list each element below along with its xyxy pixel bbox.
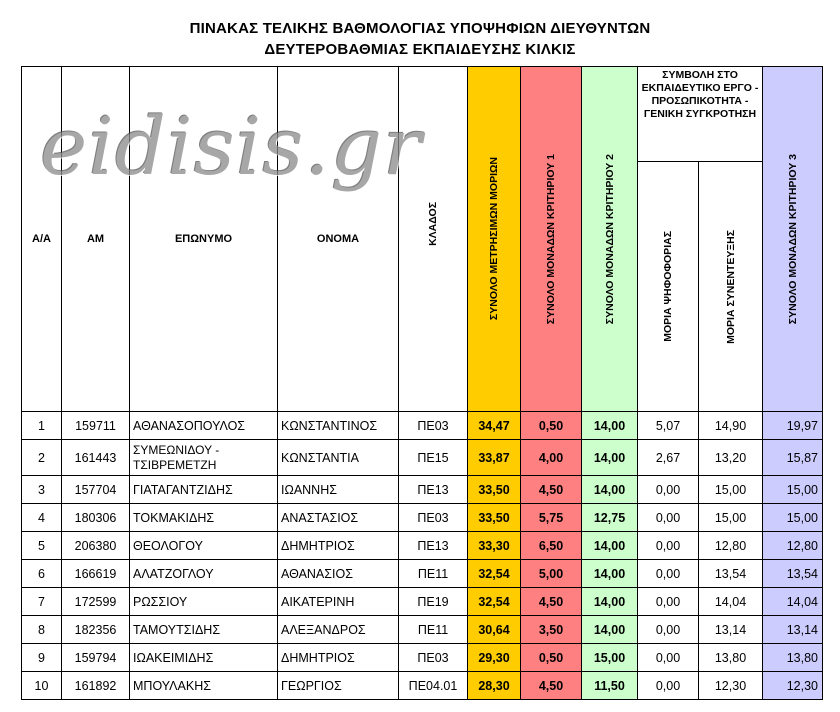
header-group: ΣΥΜΒΟΛΗ ΣΤΟ ΕΚΠΑΙΔΕΥΤΙΚΟ ΕΡΓΟ - ΠΡΟΣΩΠΙΚΟΤΗΤΑ - ΓΕΝΙΚΗ ΣΥΓΚΡΟΤΗΣΗ bbox=[638, 67, 763, 162]
header-total-points bbox=[468, 67, 521, 412]
table-row bbox=[22, 412, 823, 440]
cell-c1: 4,50 bbox=[521, 588, 582, 616]
cell-c1: 0,50 bbox=[521, 644, 582, 672]
cell-c2: 11,50 bbox=[582, 672, 638, 700]
cell-am: 172599 bbox=[62, 588, 130, 616]
cell-c3: 15,87 bbox=[763, 440, 823, 476]
cell-am: 206380 bbox=[62, 532, 130, 560]
cell-total: 33,50 bbox=[468, 504, 521, 532]
cell-name: ΚΩΝΣΤΑΝΤΙΑ bbox=[278, 440, 399, 476]
cell-name: ΚΩΝΣΤΑΝΤΙΝΟΣ bbox=[278, 412, 399, 440]
header-crit3 bbox=[763, 67, 823, 412]
cell-c2: 14,00 bbox=[582, 616, 638, 644]
cell-branch: ΠΕ04.01 bbox=[399, 672, 468, 700]
cell-name: ΔΗΜΗΤΡΙΟΣ bbox=[278, 644, 399, 672]
cell-branch: ΠΕ19 bbox=[399, 588, 468, 616]
cell-am: 159794 bbox=[62, 644, 130, 672]
cell-interview: 12,30 bbox=[699, 672, 763, 700]
cell-c3: 15,00 bbox=[763, 504, 823, 532]
header-crit2 bbox=[582, 67, 638, 412]
header-interview bbox=[699, 162, 763, 412]
cell-c3: 19,97 bbox=[763, 412, 823, 440]
cell-am: 159711 bbox=[62, 412, 130, 440]
cell-c1: 0,50 bbox=[521, 412, 582, 440]
cell-c3: 14,04 bbox=[763, 588, 823, 616]
page-subtitle: ΔΕΥΤΕΡΟΒΑΘΜΙΑΣ ΕΚΠΑΙΔΕΥΣΗΣ ΚΙΛΚΙΣ bbox=[264, 41, 576, 58]
cell-vote: 0,00 bbox=[638, 504, 699, 532]
cell-c1: 4,50 bbox=[521, 476, 582, 504]
cell-vote: 2,67 bbox=[638, 440, 699, 476]
cell-c2: 14,00 bbox=[582, 412, 638, 440]
cell-surname: ΘΕΟΛΟΓΟΥ bbox=[130, 532, 278, 560]
cell-total: 33,30 bbox=[468, 532, 521, 560]
header-interview-label: ΜΟΡΙΑ ΣΥΝΕΝΤΕΥΞΗΣ bbox=[724, 229, 737, 344]
cell-c1: 4,50 bbox=[521, 672, 582, 700]
cell-c2: 14,00 bbox=[582, 476, 638, 504]
cell-am: 161892 bbox=[62, 672, 130, 700]
cell-c2: 14,00 bbox=[582, 588, 638, 616]
cell-total: 33,50 bbox=[468, 476, 521, 504]
cell-aa: 6 bbox=[22, 560, 62, 588]
cell-total: 34,47 bbox=[468, 412, 521, 440]
cell-c3: 12,80 bbox=[763, 532, 823, 560]
cell-c2: 15,00 bbox=[582, 644, 638, 672]
header-am: ΑΜ bbox=[62, 67, 130, 412]
cell-total: 33,87 bbox=[468, 440, 521, 476]
cell-surname: ΣΥΜΕΩΝΙΔΟΥ - ΤΣΙΒΡΕΜΕΤΖΗ bbox=[130, 440, 278, 476]
cell-branch: ΠΕ15 bbox=[399, 440, 468, 476]
table-row bbox=[22, 440, 823, 476]
cell-interview: 15,00 bbox=[699, 476, 763, 504]
cell-c2: 14,00 bbox=[582, 440, 638, 476]
cell-vote: 0,00 bbox=[638, 644, 699, 672]
cell-c1: 5,75 bbox=[521, 504, 582, 532]
results-table bbox=[21, 66, 823, 700]
cell-surname: ΡΩΣΣΙΟΥ bbox=[130, 588, 278, 616]
header-branch-label: ΚΛΑΔΟΣ bbox=[427, 202, 439, 246]
cell-surname: ΤΟΚΜΑΚΙΔΗΣ bbox=[130, 504, 278, 532]
cell-surname: ΤΑΜΟΥΤΣΙΔΗΣ bbox=[130, 616, 278, 644]
cell-name: ΓΕΩΡΓΙΟΣ bbox=[278, 672, 399, 700]
cell-c1: 4,00 bbox=[521, 440, 582, 476]
header-crit1-label: ΣΥΝΟΛΟ ΜΟΝΑΔΩΝ ΚΡΙΤΗΡΙΟΥ 1 bbox=[545, 153, 557, 325]
header-vote-label: ΜΟΡΙΑ ΨΗΦΟΦΟΡΙΑΣ bbox=[662, 231, 674, 342]
table-row bbox=[22, 672, 823, 700]
cell-c2: 12,75 bbox=[582, 504, 638, 532]
cell-vote: 0,00 bbox=[638, 476, 699, 504]
cell-interview: 12,80 bbox=[699, 532, 763, 560]
cell-branch: ΠΕ03 bbox=[399, 644, 468, 672]
header-surname: ΕΠΩΝΥΜΟ bbox=[130, 67, 278, 412]
cell-c3: 13,54 bbox=[763, 560, 823, 588]
table-row bbox=[22, 560, 823, 588]
cell-total: 30,64 bbox=[468, 616, 521, 644]
cell-vote: 0,00 bbox=[638, 560, 699, 588]
cell-vote: 0,00 bbox=[638, 672, 699, 700]
cell-interview: 13,80 bbox=[699, 644, 763, 672]
table-row bbox=[22, 644, 823, 672]
cell-aa: 5 bbox=[22, 532, 62, 560]
cell-surname: ΓΙΑΤΑΓΑΝΤΖΙΔΗΣ bbox=[130, 476, 278, 504]
cell-c2: 14,00 bbox=[582, 532, 638, 560]
cell-branch: ΠΕ13 bbox=[399, 532, 468, 560]
cell-name: ΑΘΑΝΑΣΙΟΣ bbox=[278, 560, 399, 588]
header-crit1 bbox=[521, 67, 582, 412]
cell-aa: 7 bbox=[22, 588, 62, 616]
cell-am: 157704 bbox=[62, 476, 130, 504]
cell-name: ΑΛΕΞΑΝΔΡΟΣ bbox=[278, 616, 399, 644]
cell-interview: 14,90 bbox=[699, 412, 763, 440]
cell-aa: 3 bbox=[22, 476, 62, 504]
cell-total: 28,30 bbox=[468, 672, 521, 700]
cell-branch: ΠΕ13 bbox=[399, 476, 468, 504]
cell-c1: 5,00 bbox=[521, 560, 582, 588]
header-name: ΟΝΟΜΑ bbox=[278, 67, 399, 412]
cell-name: ΙΩΑΝΝΗΣ bbox=[278, 476, 399, 504]
cell-c3: 13,80 bbox=[763, 644, 823, 672]
table-row bbox=[22, 588, 823, 616]
cell-branch: ΠΕ11 bbox=[399, 616, 468, 644]
table-row bbox=[22, 476, 823, 504]
cell-aa: 8 bbox=[22, 616, 62, 644]
cell-c3: 15,00 bbox=[763, 476, 823, 504]
cell-aa: 9 bbox=[22, 644, 62, 672]
cell-interview: 13,54 bbox=[699, 560, 763, 588]
cell-surname: ΑΛΑΤΖΟΓΛΟΥ bbox=[130, 560, 278, 588]
cell-c3: 12,30 bbox=[763, 672, 823, 700]
cell-name: ΑΝΑΣΤΑΣΙΟΣ bbox=[278, 504, 399, 532]
cell-am: 161443 bbox=[62, 440, 130, 476]
cell-aa: 1 bbox=[22, 412, 62, 440]
cell-branch: ΠΕ03 bbox=[399, 412, 468, 440]
header-vote bbox=[638, 162, 699, 412]
cell-name: ΔΗΜΗΤΡΙΟΣ bbox=[278, 532, 399, 560]
cell-am: 180306 bbox=[62, 504, 130, 532]
table-row bbox=[22, 504, 823, 532]
cell-branch: ΠΕ03 bbox=[399, 504, 468, 532]
cell-am: 166619 bbox=[62, 560, 130, 588]
cell-total: 32,54 bbox=[468, 560, 521, 588]
cell-c1: 3,50 bbox=[521, 616, 582, 644]
cell-vote: 0,00 bbox=[638, 588, 699, 616]
cell-surname: ΙΩΑΚΕΙΜΙΔΗΣ bbox=[130, 644, 278, 672]
cell-am: 182356 bbox=[62, 616, 130, 644]
header-crit3-label: ΣΥΝΟΛΟ ΜΟΝΑΔΩΝ ΚΡΙΤΗΡΙΟΥ 3 bbox=[786, 153, 799, 325]
cell-name: ΑΙΚΑΤΕΡΙΝΗ bbox=[278, 588, 399, 616]
cell-c3: 13,14 bbox=[763, 616, 823, 644]
header-branch bbox=[399, 67, 468, 412]
cell-branch: ΠΕ11 bbox=[399, 560, 468, 588]
cell-aa: 10 bbox=[22, 672, 62, 700]
table-row bbox=[22, 532, 823, 560]
cell-interview: 14,04 bbox=[699, 588, 763, 616]
header-crit2-label: ΣΥΝΟΛΟ ΜΟΝΑΔΩΝ ΚΡΙΤΗΡΙΟΥ 2 bbox=[603, 153, 616, 325]
cell-interview: 13,20 bbox=[699, 440, 763, 476]
watermark-logo: eidisis.gr bbox=[40, 100, 423, 193]
cell-c2: 14,00 bbox=[582, 560, 638, 588]
cell-interview: 13,14 bbox=[699, 616, 763, 644]
cell-surname: ΜΠΟΥΛΑΚΗΣ bbox=[130, 672, 278, 700]
cell-aa: 4 bbox=[22, 504, 62, 532]
table-row bbox=[22, 616, 823, 644]
cell-vote: 0,00 bbox=[638, 616, 699, 644]
cell-surname: ΑΘΑΝΑΣΟΠΟΥΛΟΣ bbox=[130, 412, 278, 440]
cell-total: 32,54 bbox=[468, 588, 521, 616]
cell-c1: 6,50 bbox=[521, 532, 582, 560]
cell-total: 29,30 bbox=[468, 644, 521, 672]
cell-interview: 15,00 bbox=[699, 504, 763, 532]
page-title: ΠΙΝΑΚΑΣ ΤΕΛΙΚΗΣ ΒΑΘΜΟΛΟΓΙΑΣ ΥΠΟΨΗΦΙΩΝ ΔΙΕΥΘΥΝΤΩΝ bbox=[189, 20, 651, 37]
cell-vote: 5,07 bbox=[638, 412, 699, 440]
cell-vote: 0,00 bbox=[638, 532, 699, 560]
cell-aa: 2 bbox=[22, 440, 62, 476]
header-aa: Α/Α bbox=[22, 67, 62, 412]
header-total-points-label: ΣΥΝΟΛΟ ΜΕΤΡΗΣΙΜΩΝ ΜΟΡΙΩΝ bbox=[488, 157, 500, 321]
